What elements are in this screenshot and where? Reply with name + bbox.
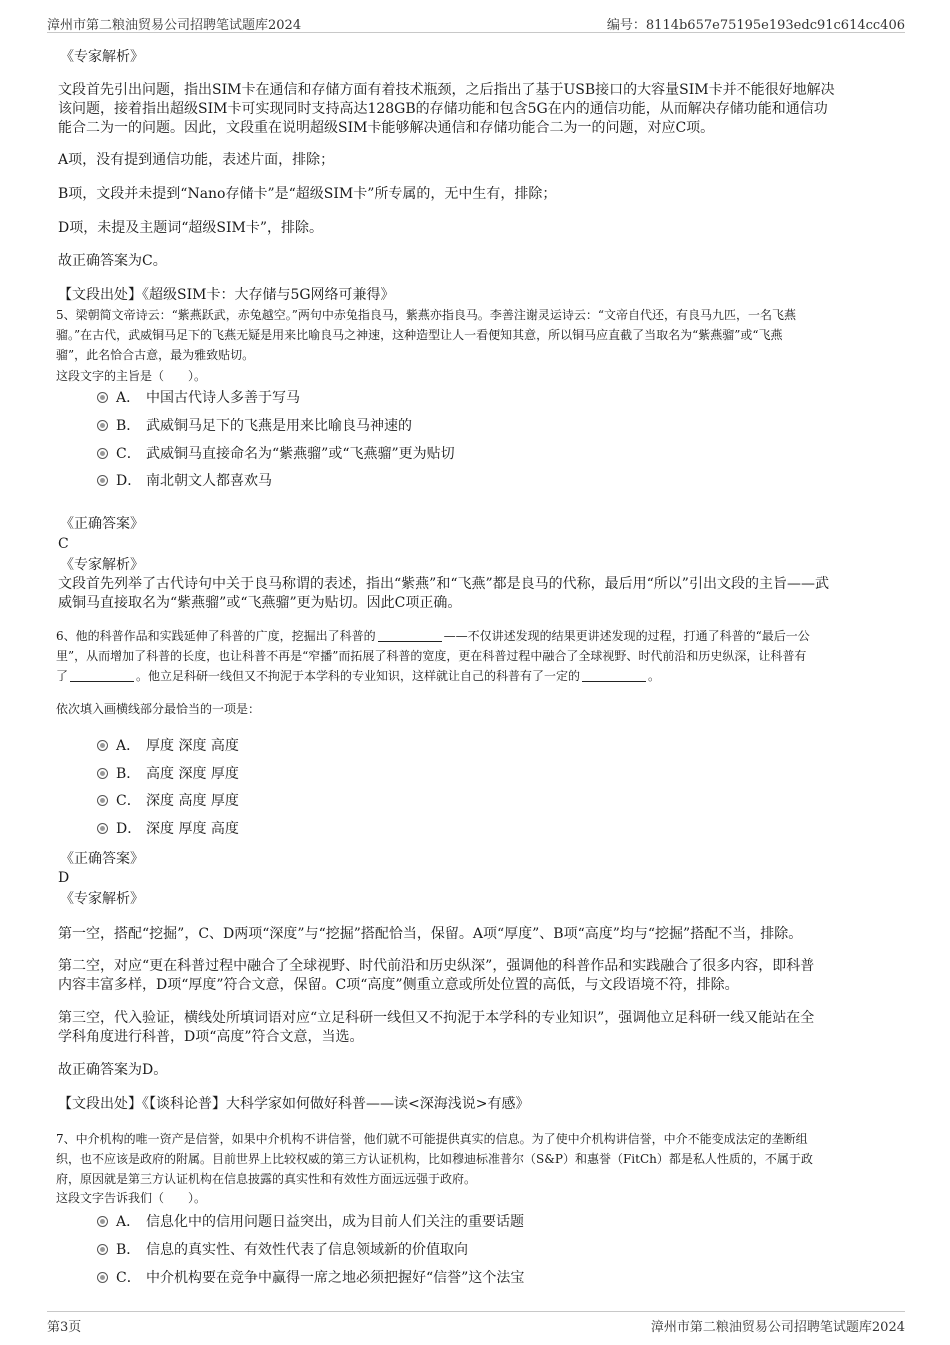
question-stem: 织，也不应该是政府的附属。目前世界上比较权威的第三方认证机构，比如穆迪标准普尔（S&P）和惠誉（FitCh）都是私人性质的，不属于政 — [56, 1152, 813, 1166]
radio-icon[interactable] — [97, 1272, 108, 1283]
fill-blank — [582, 669, 646, 682]
analysis-line: 第三空，代入验证，横线处所填词语对应“立足科研一线但又不拘泥于本学科的专业知识”，强调他立足科研一线又能站在全 — [58, 1010, 815, 1026]
analysis-line: 该问题，接着指出超级SIM卡可实现同时支持高达128GB的存储功能和包含5G在内的通信功能，从而解决存储功能和通信功 — [58, 101, 828, 117]
radio-icon[interactable] — [97, 768, 108, 779]
option-c[interactable]: C． 深度 高度 厚度 — [97, 792, 239, 810]
question-stem: 5、梁朝简文帝诗云：“紫燕跃武，赤兔越空。”两句中赤兔指良马，紫燕亦指良马。李善注谢灵运诗云：“文帝自代还，有良马九匹，一名飞燕 — [56, 308, 797, 322]
source-line: 【文段出处】《【谈科论普】大科学家如何做好科普——读<深海浅说>有感》 — [58, 1096, 530, 1112]
analysis-line: A项，没有提到通信功能，表述片面，排除； — [58, 152, 335, 168]
analysis-line: 学科角度进行科普，D项“高度”符合文意，当选。 — [58, 1029, 364, 1045]
option-d[interactable]: D． 深度 厚度 高度 — [97, 820, 239, 838]
conclusion: 故正确答案为C。 — [58, 253, 167, 269]
answer-value: C — [58, 536, 69, 552]
analysis-line: 文段首先列举了古代诗句中关于良马称谓的表述，指出“紫燕”和“飞燕”都是良马的代称，最后用“所以”引出文段的主旨——武 — [58, 576, 829, 592]
expert-analysis-title: 《专家解析》 — [60, 891, 144, 907]
analysis-line: 第一空，搭配“挖掘”，C、D两项“深度”与“挖掘”搭配恰当，保留。A项“厚度”、B项“高度”均与“挖掘”搭配不当，排除。 — [58, 926, 803, 942]
option-a[interactable]: A． 厚度 深度 高度 — [97, 737, 239, 755]
page-number: 第3页 — [47, 1320, 82, 1335]
option-c[interactable]: C． 中介机构要在竞争中赢得一席之地必须把握好“信誉”这个法宝 — [97, 1269, 524, 1287]
header-title: 漳州市第二粮油贸易公司招聘笔试题库2024 — [47, 18, 302, 33]
option-b[interactable]: B． 武威铜马足下的飞燕是用来比喻良马神速的 — [97, 417, 412, 435]
question-stem: 骝。”在古代，武威铜马足下的飞燕无疑是用来比喻良马之神速，这种造型让人一看便知其意，所以铜马应直截了当取名为“紫燕骝”或“飞燕 — [56, 328, 783, 342]
source-line: 【文段出处】《超级SIM卡：大存储与5G网络可兼得》 — [58, 287, 395, 303]
expert-analysis-title: 《专家解析》 — [60, 557, 144, 573]
analysis-line: 内容丰富多样，D项“厚度”符合文意，保留。C项“高度”侧重立意或所处位置的高低，与文段语境不符，排除。 — [58, 977, 739, 993]
radio-icon[interactable] — [97, 448, 108, 459]
radio-icon[interactable] — [97, 1216, 108, 1227]
conclusion: 故正确答案为D。 — [58, 1062, 168, 1078]
analysis-line: 文段首先引出问题，指出SIM卡在通信和存储方面有着技术瓶颈，之后指出了基于USB接口的大容量SIM卡并不能很好地解决 — [58, 82, 835, 98]
question-prompt: 依次填入画横线部分最恰当的一项是： — [56, 702, 261, 716]
analysis-line: 第二空，对应“更在科普过程中融合了全球视野、时代前沿和历史纵深”，强调他的科普作品和实践融合了很多内容，即科普 — [58, 958, 815, 974]
option-b[interactable]: B． 高度 深度 厚度 — [97, 765, 239, 783]
option-a[interactable]: A． 中国古代诗人多善于写马 — [97, 389, 300, 407]
answer-title: 《正确答案》 — [60, 516, 144, 532]
analysis-line: 威铜马直接取名为“紫燕骝”或“飞燕骝”更为贴切。因此C项正确。 — [58, 595, 462, 611]
expert-analysis-title: 《专家解析》 — [60, 49, 144, 65]
question-stem: 里”，从而增加了科普的长度，也让科普不再是“窄播”而拓展了科普的宽度，更在科普过程中融合了全球视野、时代前沿和历史纵深，让科普有 — [56, 649, 807, 663]
question-prompt: 这段文字的主旨是（ ）。 — [56, 369, 207, 383]
fill-blank — [378, 629, 442, 642]
radio-icon[interactable] — [97, 475, 108, 486]
radio-icon[interactable] — [97, 740, 108, 751]
radio-icon[interactable] — [97, 392, 108, 403]
answer-value: D — [58, 870, 70, 886]
question-prompt: 这段文字告诉我们（ ）。 — [56, 1191, 207, 1205]
analysis-line: 能合二为一的问题。因此，文段重在说明超级SIM卡能够解决通信和存储功能合二为一的问题，对应C项。 — [58, 120, 715, 136]
answer-title: 《正确答案》 — [60, 851, 144, 867]
radio-icon[interactable] — [97, 823, 108, 834]
fill-blank — [70, 669, 134, 682]
radio-icon[interactable] — [97, 795, 108, 806]
page-header — [47, 10, 905, 33]
radio-icon[interactable] — [97, 1244, 108, 1255]
option-c[interactable]: C． 武威铜马直接命名为“紫燕骝”或“飞燕骝”更为贴切 — [97, 445, 455, 463]
page-footer — [47, 1311, 905, 1336]
option-a[interactable]: A． 信息化中的信用问题日益突出，成为目前人们关注的重要话题 — [97, 1213, 524, 1231]
header-doc-id: 编号：8114b657e75195e193edc91c614cc406 — [606, 18, 905, 33]
question-stem: 骝”，此名恰合古意，最为雅致贴切。 — [56, 348, 255, 362]
question-stem: 了 。他立足科研一线但又不拘泥于本学科的专业知识，这样就让自己的科普有了一定的 。 — [56, 669, 661, 683]
radio-icon[interactable] — [97, 420, 108, 431]
analysis-line: D项，未提及主题词“超级SIM卡”，排除。 — [58, 220, 323, 236]
footer-title: 漳州市第二粮油贸易公司招聘笔试题库2024 — [650, 1320, 905, 1335]
option-b[interactable]: B． 信息的真实性、有效性代表了信息领域新的价值取向 — [97, 1241, 468, 1259]
analysis-line: B项，文段并未提到“Nano存储卡”是“超级SIM卡”所专属的，无中生有，排除； — [58, 186, 557, 202]
question-stem: 6、他的科普作品和实践延伸了科普的广度，挖掘出了科普的 ——不仅讲述发现的结果更讲述发现的过程，打通了科普的“最后一公 — [56, 629, 810, 643]
question-stem: 府，原因就是第三方认证机构在信息披露的真实性和有效性方面远远强于政府。 — [56, 1172, 477, 1186]
question-stem: 7、中介机构的唯一资产是信誉，如果中介机构不讲信誉，他们就不可能提供真实的信息。为了使中介机构讲信誉，中介不能变成法定的垄断组 — [56, 1132, 808, 1146]
option-d[interactable]: D． 南北朝文人都喜欢马 — [97, 472, 272, 490]
